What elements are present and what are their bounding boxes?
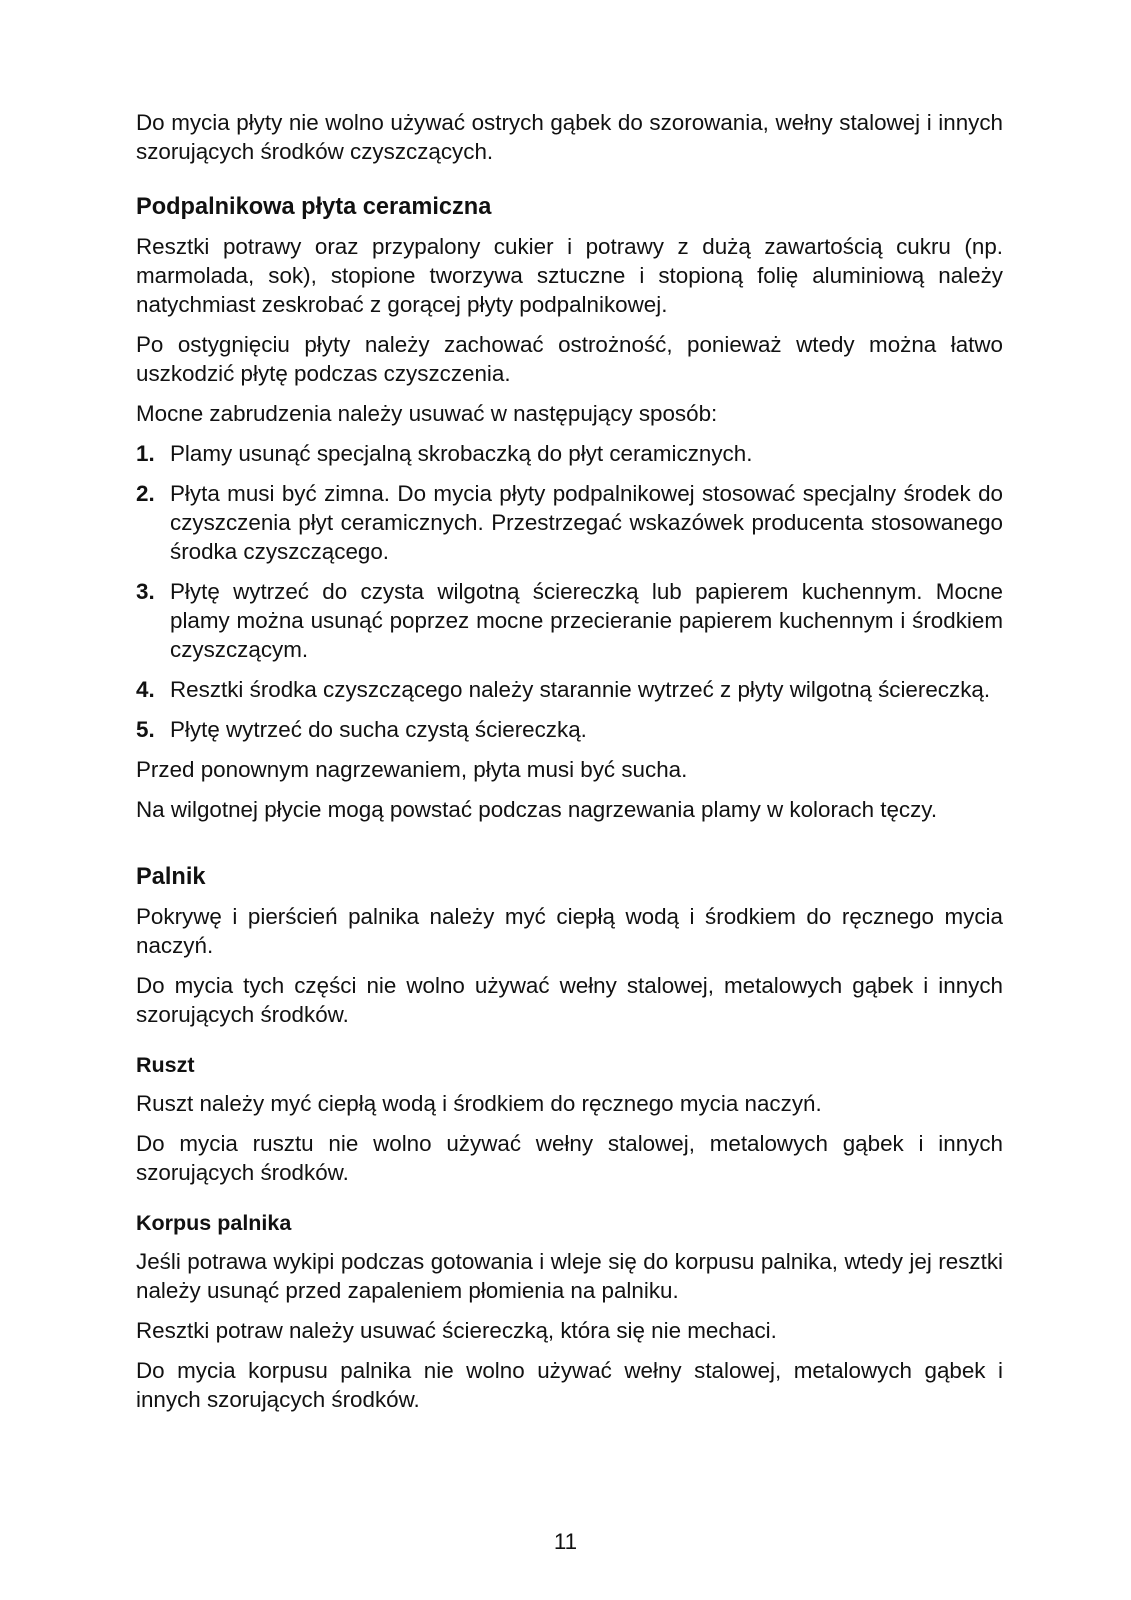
document-page — [136, 108, 1003, 1425]
cleaning-steps-list — [136, 439, 1003, 744]
subsection-heading: Korpus palnika — [136, 1211, 292, 1235]
paragraph: Przed ponownym nagrzewaniem, płyta musi być sucha. — [136, 757, 688, 782]
paragraph: Pokrywę i pierścień palnika należy myć ciepłą wodą i środkiem do ręcznego mycia naczyń. — [136, 904, 1003, 958]
page-number: 11 — [553, 1529, 578, 1554]
paragraph: Do mycia rusztu nie wolno używać wełny stalowej, metalowych gąbek i innych szorujących środków. — [136, 1131, 1003, 1185]
list-item — [136, 439, 1003, 468]
section-ceramic-hob — [136, 192, 1003, 824]
list-item — [136, 675, 1003, 704]
paragraph: Resztki potrawy oraz przypalony cukier i potrawy z dużą zawartością cukru (np. marmolada, sok), stopione tworzywa sztuczne i stopioną folię aluminiową należy natychmiast zeskrobać z gorącej płyty podpalnikowej. — [136, 234, 1003, 317]
section-burner — [136, 862, 1003, 1414]
list-item-text: Płytę wytrzeć do sucha czystą ściereczką. — [170, 717, 587, 742]
section-heading: Podpalnikowa płyta ceramiczna — [136, 194, 492, 220]
list-item — [136, 715, 1003, 744]
paragraph: Do mycia korpusu palnika nie wolno używać wełny stalowej, metalowych gąbek i innych szorujących środków. — [136, 1358, 1003, 1412]
list-item-number: 1. — [136, 441, 155, 466]
list-item-number: 3. — [136, 579, 155, 604]
list-item-text: Plamy usunąć specjalną skrobaczką do płyt ceramicznych. — [170, 441, 753, 466]
list-item — [136, 577, 1003, 664]
list-item-number: 4. — [136, 677, 155, 702]
list-item-text: Resztki środka czyszczącego należy starannie wytrzeć z płyty wilgotną ściereczką. — [170, 677, 991, 702]
list-item-text: Płytę wytrzeć do czysta wilgotną ściereczką lub papierem kuchennym. Mocne plamy można usunąć poprzez mocne przecieranie papierem kuchennym i środkiem czyszczącym. — [170, 579, 1003, 662]
list-item-text: Płyta musi być zimna. Do mycia płyty podpalnikowej stosować specjalny środek do czyszczenia płyt ceramicznych. Przestrzegać wskazówek producenta stosowanego środka czyszczącego. — [170, 481, 1003, 564]
paragraph: Jeśli potrawa wykipi podczas gotowania i wleje się do korpusu palnika, wtedy jej resztki należy usunąć przed zapaleniem płomienia na palniku. — [136, 1249, 1003, 1303]
paragraph: Na wilgotnej płycie mogą powstać podczas nagrzewania plamy w kolorach tęczy. — [136, 797, 938, 822]
subsection-heading: Ruszt — [136, 1053, 195, 1077]
list-item-number: 2. — [136, 481, 155, 506]
paragraph: Resztki potraw należy usuwać ściereczką, która się nie mechaci. — [136, 1318, 777, 1343]
section-heading: Palnik — [136, 864, 206, 890]
list-item — [136, 479, 1003, 566]
intro-paragraph: Do mycia płyty nie wolno używać ostrych gąbek do szorowania, wełny stalowej i innych szorujących środków czyszczących. — [136, 110, 1003, 164]
paragraph: Po ostygnięciu płyty należy zachować ostrożność, ponieważ wtedy można łatwo uszkodzić płytę podczas czyszczenia. — [136, 332, 1003, 386]
paragraph: Do mycia tych części nie wolno używać wełny stalowej, metalowych gąbek i innych szorujących środków. — [136, 973, 1003, 1027]
paragraph: Mocne zabrudzenia należy usuwać w następujący sposób: — [136, 401, 718, 426]
paragraph: Ruszt należy myć ciepłą wodą i środkiem do ręcznego mycia naczyń. — [136, 1091, 822, 1116]
list-item-number: 5. — [136, 717, 155, 742]
